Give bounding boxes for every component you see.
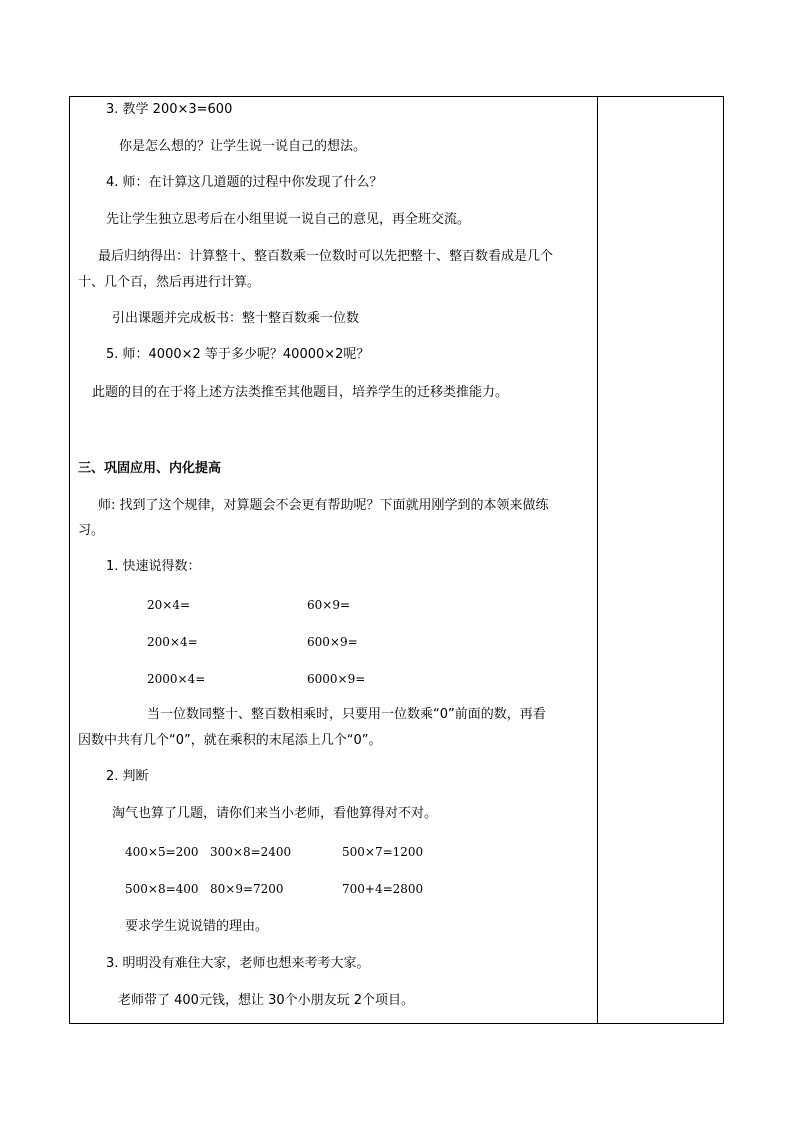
- rule-line-2: 因数中共有几个“0”，就在乘积的末尾添上几个“0”。: [78, 733, 382, 748]
- q1-item: 200×4=: [147, 635, 198, 649]
- question-1-title: 1. 快速说得数：: [106, 559, 201, 574]
- summary-line-2: 十、几个百，然后再进行计算。: [78, 275, 261, 290]
- question-3-detail: 老师带了 400元钱，想让 30个小朋友玩 2个项目。: [118, 993, 415, 1008]
- lesson-content-cell: [70, 97, 597, 1023]
- step-4-teacher: 4. 师：在计算这几道题的过程中你发现了什么？: [106, 175, 383, 190]
- q1-item: 60×9=: [307, 598, 351, 612]
- lesson-table: [69, 96, 724, 1024]
- step-5-teacher: 5. 师：4000×2 等于多少呢？40000×2呢？: [106, 347, 370, 362]
- question-3-title: 3. 明明没有难住大家，老师也想来考考大家。: [106, 956, 370, 971]
- notes-column-cell: [598, 97, 723, 1023]
- q1-item: 2000×4=: [147, 672, 206, 686]
- q1-item: 6000×9=: [307, 672, 366, 686]
- q2-item: 700+4=2800: [342, 882, 424, 896]
- q2-item: 500×7=1200: [342, 845, 424, 859]
- step-4-discussion: 先让学生独立思考后在小组里说一说自己的意见，再全班交流。: [106, 212, 471, 227]
- error-reasons: 要求学生说说错的理由。: [125, 919, 269, 934]
- step-5-purpose: 此题的目的在于将上述方法类推至其他题目，培养学生的迁移类推能力。: [92, 385, 509, 400]
- summary-line-1: 最后归纳得出：计算整十、整百数乘一位数时可以先把整十、整百数看成是几个: [98, 249, 554, 264]
- rule-line-1: 当一位数同整十、整百数相乘时，只要用一位数乘“0”前面的数，再看: [147, 707, 546, 722]
- q2-item: 300×8=2400: [210, 845, 292, 859]
- step-3-teach: 3. 教学 200×3=600: [106, 102, 233, 117]
- question-2-intro: 淘气也算了几题，请你们来当小老师，看他算得对不对。: [112, 806, 438, 821]
- question-2-title: 2. 判断: [106, 769, 149, 784]
- q2-item: 400×5=200: [125, 845, 199, 859]
- step-3-question: 你是怎么想的？让学生说一说自己的想法。: [119, 139, 367, 154]
- q2-item: 80×9=7200: [210, 882, 284, 896]
- q1-item: 20×4=: [147, 598, 191, 612]
- q2-item: 500×8=400: [125, 882, 199, 896]
- practice-intro-line-2: 习。: [78, 523, 105, 538]
- q1-item: 600×9=: [307, 635, 358, 649]
- section-3-heading: 三、巩固应用、内化提高: [78, 461, 222, 476]
- topic-intro: 引出课题并完成板书：整十整百数乘一位数: [112, 311, 360, 326]
- practice-intro-line-1: 师: 找到了这个规律，对算题会不会更有帮助呢？下面就用刚学到的本领来做练: [98, 498, 549, 513]
